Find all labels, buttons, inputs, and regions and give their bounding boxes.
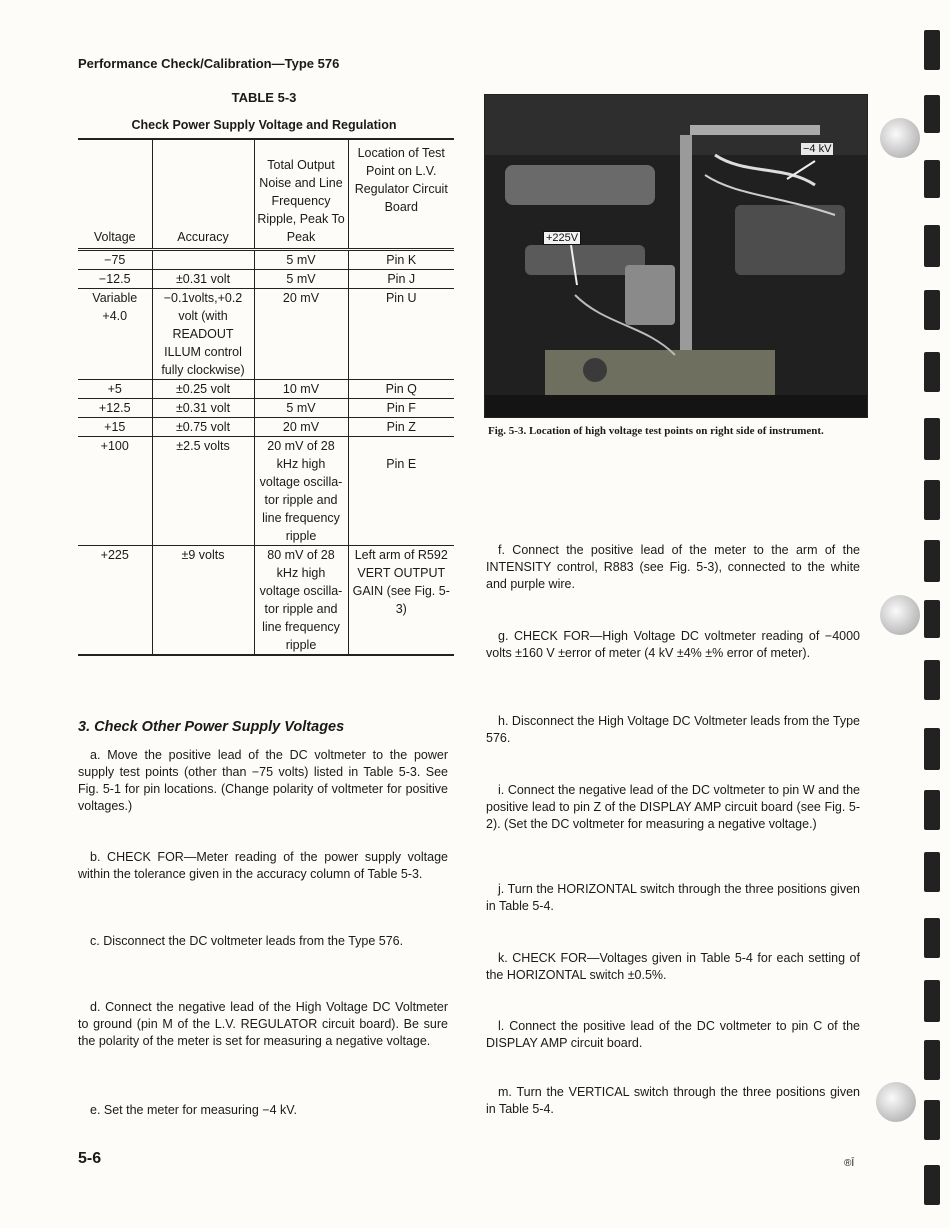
table-cell: Pin J [348, 270, 454, 289]
step-k: k. CHECK FOR—Voltages given in Table 5-4 for each setting of the HORIZONTAL switch ±0.5%. [486, 951, 860, 982]
edge-tab [924, 290, 940, 330]
step-f: f. Connect the positive lead of the meter to the arm of the INTENSITY control, R883 (see Fig. 5-3), connected to the white and purple wire. [486, 543, 860, 591]
edge-tab [924, 1165, 940, 1205]
table-cell: 20 mV [254, 289, 348, 380]
table-cell: Pin K [348, 250, 454, 270]
table-row [78, 546, 454, 656]
table-cell: ±0.25 volt [152, 380, 254, 399]
table-cell: ±0.31 volt [152, 270, 254, 289]
table-cell: 20 mV of 28 kHz high voltage oscilla-tor ripple and line frequency ripple [254, 437, 348, 546]
table-cell: ±2.5 volts [152, 437, 254, 546]
page-number: 5-6 [78, 1150, 102, 1167]
edge-tab [924, 540, 940, 582]
table-cell: ±9 volts [152, 546, 254, 656]
table-cell: Pin U [348, 289, 454, 380]
table-cell: Pin E [348, 437, 454, 546]
table-cell: 5 mV [254, 250, 348, 270]
table-cell: 80 mV of 28 kHz high voltage oscilla-tor ripple and line frequency ripple [254, 546, 348, 656]
edge-tab [924, 728, 940, 770]
table-cell: +12.5 [98, 401, 131, 415]
table-cell: −75 [104, 253, 126, 267]
step-e: e. Set the meter for measuring −4 kV. [90, 1103, 297, 1117]
table-cell: 20 mV [254, 418, 348, 437]
table-cell: Pin F [348, 399, 454, 418]
table-cell: Pin Q [348, 380, 454, 399]
power-supply-table [78, 138, 454, 656]
table-header-row [78, 139, 454, 250]
edge-tab [924, 160, 940, 198]
step-d: d. Connect the negative lead of the High Voltage DC Voltmeter to ground (pin M of the L.V. REGULATOR circuit board). Be sure the polarity of the meter is set for measuring a negative voltage. [78, 1000, 448, 1048]
step-a: a. Move the positive lead of the DC voltmeter to the power supply test points (other than −75 volts) listed in Table 5-3. See Fig. 5-1 for pin locations. (Change polarity of voltmeter for positive voltages.) [78, 748, 448, 813]
column-header: Accuracy [152, 139, 254, 250]
section-heading: 3. Check Other Power Supply Voltages [78, 719, 345, 735]
step-c: c. Disconnect the DC voltmeter leads from the Type 576. [90, 934, 404, 948]
edge-tab [924, 1040, 940, 1080]
step-i: i. Connect the negative lead of the DC voltmeter to pin W and the positive lead to pin Z of the DISPLAY AMP circuit board (see Fig. 5-2). (Set the DC voltmeter for measuring a negative voltage.) [486, 783, 860, 831]
table-row [78, 437, 454, 546]
step-b: b. CHECK FOR—Meter reading of the power supply voltage within the tolerance given in the accuracy column of Table 5-3. [78, 850, 448, 881]
table-row [78, 380, 454, 399]
publisher-logo: ®Ī [844, 1158, 855, 1169]
edge-tab [924, 95, 940, 133]
edge-tab [924, 918, 940, 958]
column-header: Location of Test Point on L.V. Regulator Circuit Board [348, 139, 454, 250]
edge-tab [924, 352, 940, 392]
table-number: TABLE 5-3 [231, 90, 297, 105]
edge-tab [924, 980, 940, 1022]
column-header: Voltage [93, 230, 136, 244]
table-row [78, 399, 454, 418]
running-header: Performance Check/Calibration—Type 576 [78, 56, 340, 71]
table-cell [152, 250, 254, 270]
binder-hole [880, 118, 920, 158]
step-j: j. Turn the HORIZONTAL switch through the three positions given in Table 5-4. [486, 882, 860, 913]
edge-tab [924, 225, 940, 267]
binder-hole [876, 1082, 916, 1122]
edge-tab [924, 418, 940, 460]
column-header: Total Output Noise and Line Frequency Ripple, Peak To Peak [254, 139, 348, 250]
binder-hole [880, 595, 920, 635]
edge-tab [924, 790, 940, 830]
step-h: h. Disconnect the High Voltage DC Voltmeter leads from the Type 576. [486, 714, 860, 745]
figure-caption: Fig. 5-3. Location of high voltage test points on right side of instrument. [488, 425, 824, 437]
table-cell: ±0.75 volt [152, 418, 254, 437]
table-row [78, 270, 454, 289]
table-cell: 5 mV [254, 399, 348, 418]
table-cell: −0.1volts,+0.2 volt (with READOUT ILLUM control fully clockwise) [152, 289, 254, 380]
edge-tab [924, 852, 940, 892]
table-cell: +100 [100, 439, 129, 453]
edge-tab [924, 600, 940, 638]
table-row [78, 250, 454, 270]
edge-tab [924, 660, 940, 700]
figure-photo [484, 94, 868, 418]
table-row [78, 289, 454, 380]
table-cell: Pin Z [348, 418, 454, 437]
table-cell: 10 mV [254, 380, 348, 399]
step-l: l. Connect the positive lead of the DC voltmeter to pin C of the DISPLAY AMP circuit board. [486, 1019, 860, 1050]
step-m: m. Turn the VERTICAL switch through the three positions given in Table 5-4. [486, 1085, 860, 1116]
table-cell: ±0.31 volt [152, 399, 254, 418]
table-row [78, 418, 454, 437]
table-cell: Variable +4.0 [92, 291, 138, 323]
edge-tab [924, 30, 940, 70]
photo-label-high-voltage: −4 kV [803, 143, 832, 155]
table-cell: +15 [104, 420, 126, 434]
photo-label-225v: +225V [543, 231, 581, 245]
table-cell: −12.5 [98, 272, 131, 286]
table-cell: +5 [107, 382, 122, 396]
table-cell: Left arm of R592 VERT OUTPUT GAIN (see Fig. 5-3) [348, 546, 454, 656]
step-g: g. CHECK FOR—High Voltage DC voltmeter reading of −4000 volts ±160 V ±error of meter (4 kV ±4% ±% error of meter). [486, 629, 860, 660]
table-cell: +225 [100, 548, 129, 562]
edge-tab [924, 1100, 940, 1140]
edge-tab [924, 480, 940, 520]
table-cell: 5 mV [254, 270, 348, 289]
table-title: Check Power Supply Voltage and Regulation [131, 118, 397, 132]
